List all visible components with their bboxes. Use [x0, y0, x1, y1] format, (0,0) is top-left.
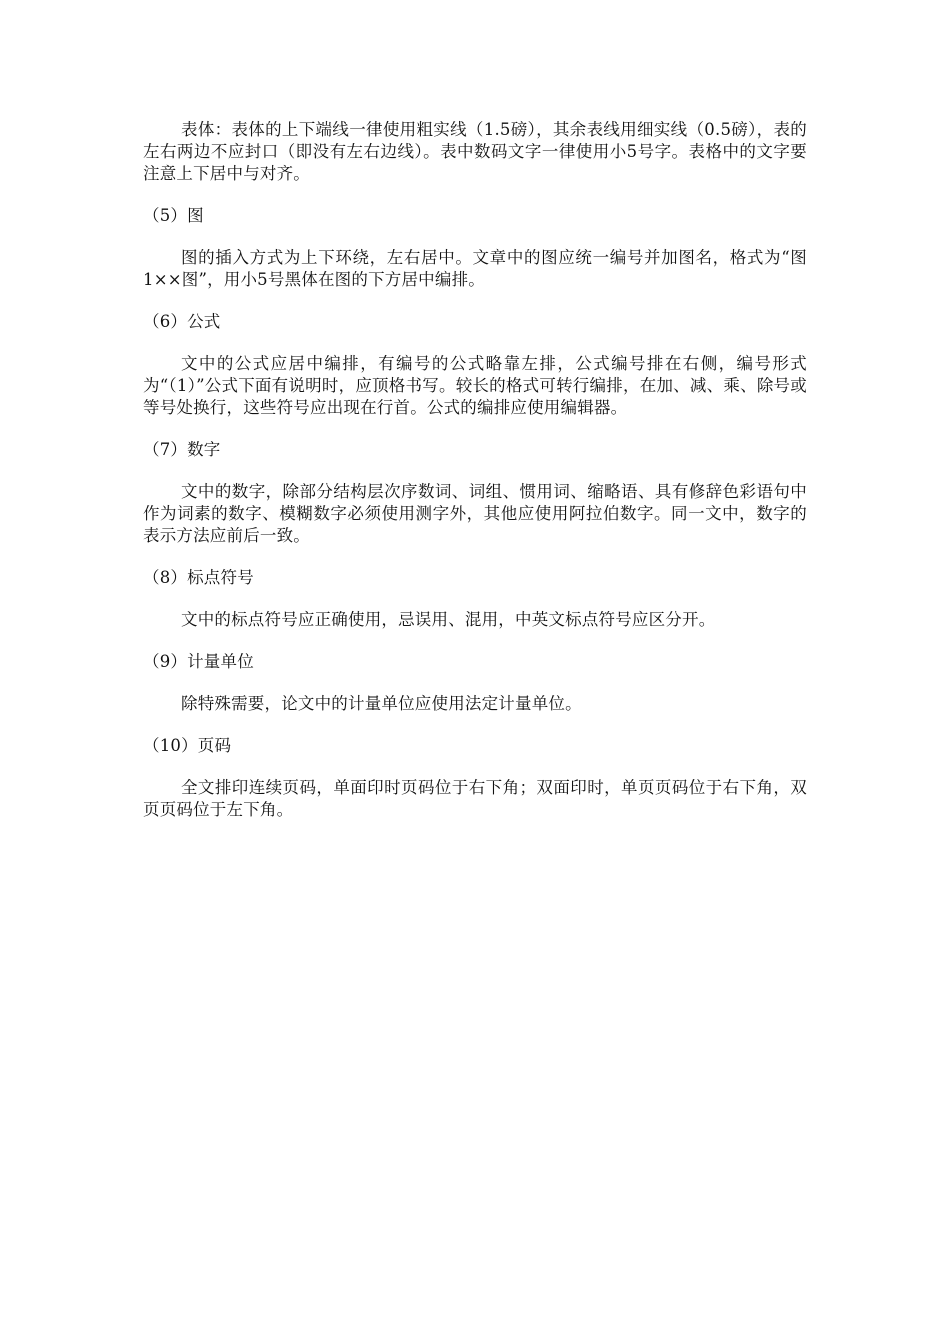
- figures-paragraph: 图的插入方式为上下环绕，左右居中。文章中的图应统一编号并加图名，格式为“图1××图”，用小5号黑体在图的下方居中编排。: [143, 248, 807, 289]
- numbers-paragraph: 文中的数字，除部分结构层次序数词、词组、惯用词、缩略语、具有修辞色彩语句中作为词素的数字、模糊数字必须使用测字外，其他应使用阿拉伯数字。同一文中，数字的表示方法应前后一致。: [143, 482, 807, 545]
- punctuation-paragraph: 文中的标点符号应正确使用，忌误用、混用，中英文标点符号应区分开。: [181, 610, 716, 629]
- section-heading-formulas: （6）公式: [143, 312, 221, 331]
- table-body-paragraph: 表体：表体的上下端线一律使用粗实线（1.5磅），其余表线用细实线（0.5磅），表的左右两边不应封口（即没有左右边线）。表中数码文字一律使用小5号字。表格中的文字要注意上下居中与对齐。: [143, 120, 807, 183]
- section-heading-figures: （5）图: [143, 206, 204, 225]
- section-heading-units: （9）计量单位: [143, 652, 254, 671]
- document-body: [143, 119, 807, 821]
- section-heading-numbers: （7）数字: [143, 440, 221, 459]
- section-heading-punctuation: （8）标点符号: [143, 568, 254, 587]
- page-numbers-paragraph: 全文排印连续页码，单面印时页码位于右下角；双面印时，单页页码位于右下角，双页页码位于左下角。: [143, 778, 807, 819]
- section-heading-page-numbers: （10）页码: [143, 736, 232, 755]
- formulas-paragraph: 文中的公式应居中编排，有编号的公式略靠左排，公式编号排在右侧，编号形式为“（1）”公式下面有说明时，应顶格书写。较长的格式可转行编排，在加、减、乘、除号或等号处换行，这些符号应出现在行首。公式的编排应使用编辑器。: [143, 354, 807, 417]
- units-paragraph: 除特殊需要，论文中的计量单位应使用法定计量单位。: [181, 694, 582, 713]
